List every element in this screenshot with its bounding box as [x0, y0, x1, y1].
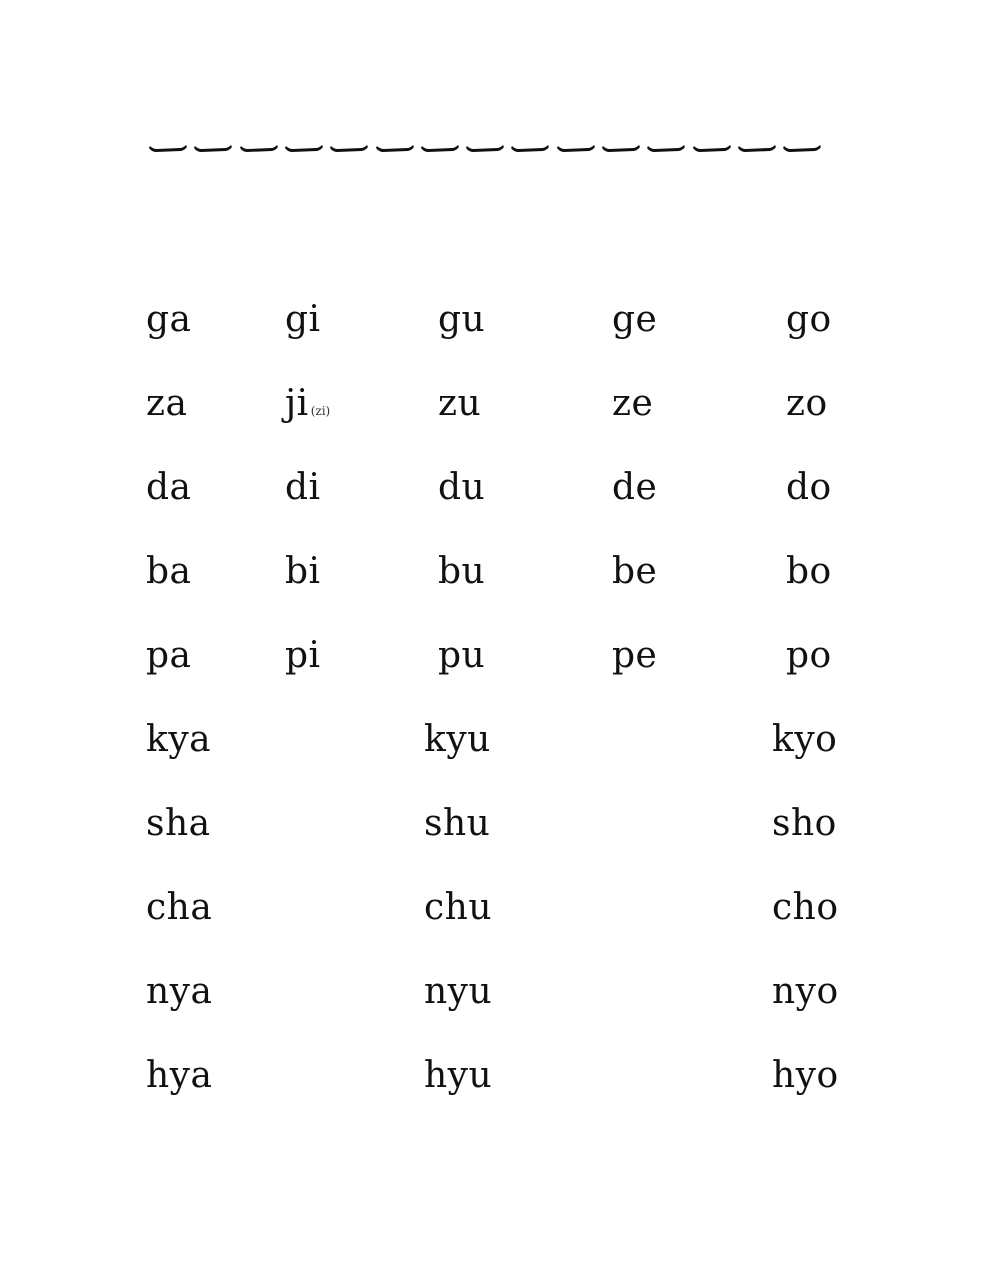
syllable-cell: [424, 720, 491, 760]
syllable-text: nyo: [772, 971, 839, 1012]
syllable-cell: [424, 888, 492, 928]
syllable-cell: [612, 384, 653, 424]
syllable-cell: [786, 384, 828, 424]
syllable-cell: [438, 468, 485, 508]
syllable-cell: [146, 300, 192, 340]
syllable-cell: [146, 552, 192, 592]
syllable-text: ga: [146, 299, 192, 340]
syllable-text: po: [786, 635, 832, 676]
syllable-text: nyu: [424, 971, 493, 1012]
pronunciation-note: (zi): [310, 404, 331, 418]
syllable-text: za: [146, 383, 188, 424]
syllable-cell: [772, 720, 837, 760]
syllable-text: hyo: [772, 1055, 839, 1096]
syllable-text: gu: [438, 299, 486, 340]
syllable-text: cho: [772, 887, 839, 928]
syllable-text: ze: [612, 383, 654, 424]
syllable-cell: [146, 888, 212, 928]
syllable-text: da: [146, 467, 192, 508]
syllable-cell: [285, 636, 321, 676]
syllable-cell: [612, 636, 657, 676]
syllable-cell: [438, 636, 485, 676]
syllable-cell: [772, 1056, 839, 1096]
syllable-cell: [146, 636, 192, 676]
syllable-text: be: [612, 551, 658, 592]
syllable-text: du: [438, 467, 486, 508]
syllable-cell: [424, 804, 490, 844]
syllable-cell: [786, 468, 832, 508]
syllable-cell: [285, 468, 321, 508]
syllable-cell: [612, 468, 657, 508]
syllable-text: sha: [146, 803, 211, 844]
syllable-text: pu: [438, 635, 486, 676]
syllable-text: do: [786, 467, 832, 508]
syllable-cell: [772, 804, 837, 844]
syllable-text: bu: [438, 551, 486, 592]
syllable-cell: [285, 552, 321, 592]
syllable-text: pi: [285, 635, 321, 676]
syllable-cell: [438, 384, 481, 424]
syllable-text: hya: [146, 1055, 213, 1096]
syllable-text: cha: [146, 887, 213, 928]
syllable-text: bi: [285, 551, 321, 592]
syllable-text: bo: [786, 551, 832, 592]
syllable-text: ge: [612, 299, 658, 340]
syllable-cell: [438, 300, 485, 340]
syllable-cell: [146, 804, 211, 844]
syllable-text: ba: [146, 551, 192, 592]
syllable-text: gi: [285, 299, 321, 340]
syllable-text: pe: [612, 635, 658, 676]
syllable-cell: [786, 552, 832, 592]
syllable-text: shu: [424, 803, 491, 844]
syllable-cell: [285, 384, 330, 424]
syllable-cell: [146, 468, 192, 508]
syllable-cell: [612, 552, 657, 592]
syllable-cell: [146, 384, 187, 424]
syllable-text: ji: [285, 383, 309, 424]
syllable-text: di: [285, 467, 321, 508]
syllable-text: go: [786, 299, 832, 340]
syllable-text: pa: [146, 635, 192, 676]
syllable-cell: [612, 300, 657, 340]
syllable-text: sho: [772, 803, 837, 844]
syllable-cell: [772, 888, 839, 928]
syllable-cell: [146, 972, 213, 1012]
syllable-text: kyu: [424, 719, 491, 760]
syllable-text: kya: [146, 719, 212, 760]
syllable-text: de: [612, 467, 658, 508]
syllable-text: nya: [146, 971, 213, 1012]
syllable-cell: [146, 720, 211, 760]
syllable-text: zu: [438, 383, 482, 424]
syllable-text: chu: [424, 887, 493, 928]
syllable-cell: [786, 300, 832, 340]
syllable-text: zo: [786, 383, 828, 424]
syllable-cell: [146, 1056, 213, 1096]
syllable-text: hyu: [424, 1055, 493, 1096]
syllable-cell: [424, 972, 492, 1012]
syllable-cell: [438, 552, 485, 592]
syllable-cell: [424, 1056, 492, 1096]
syllable-cell: [786, 636, 832, 676]
syllable-cell: [772, 972, 839, 1012]
syllable-cell: [285, 300, 321, 340]
syllable-text: kyo: [772, 719, 838, 760]
